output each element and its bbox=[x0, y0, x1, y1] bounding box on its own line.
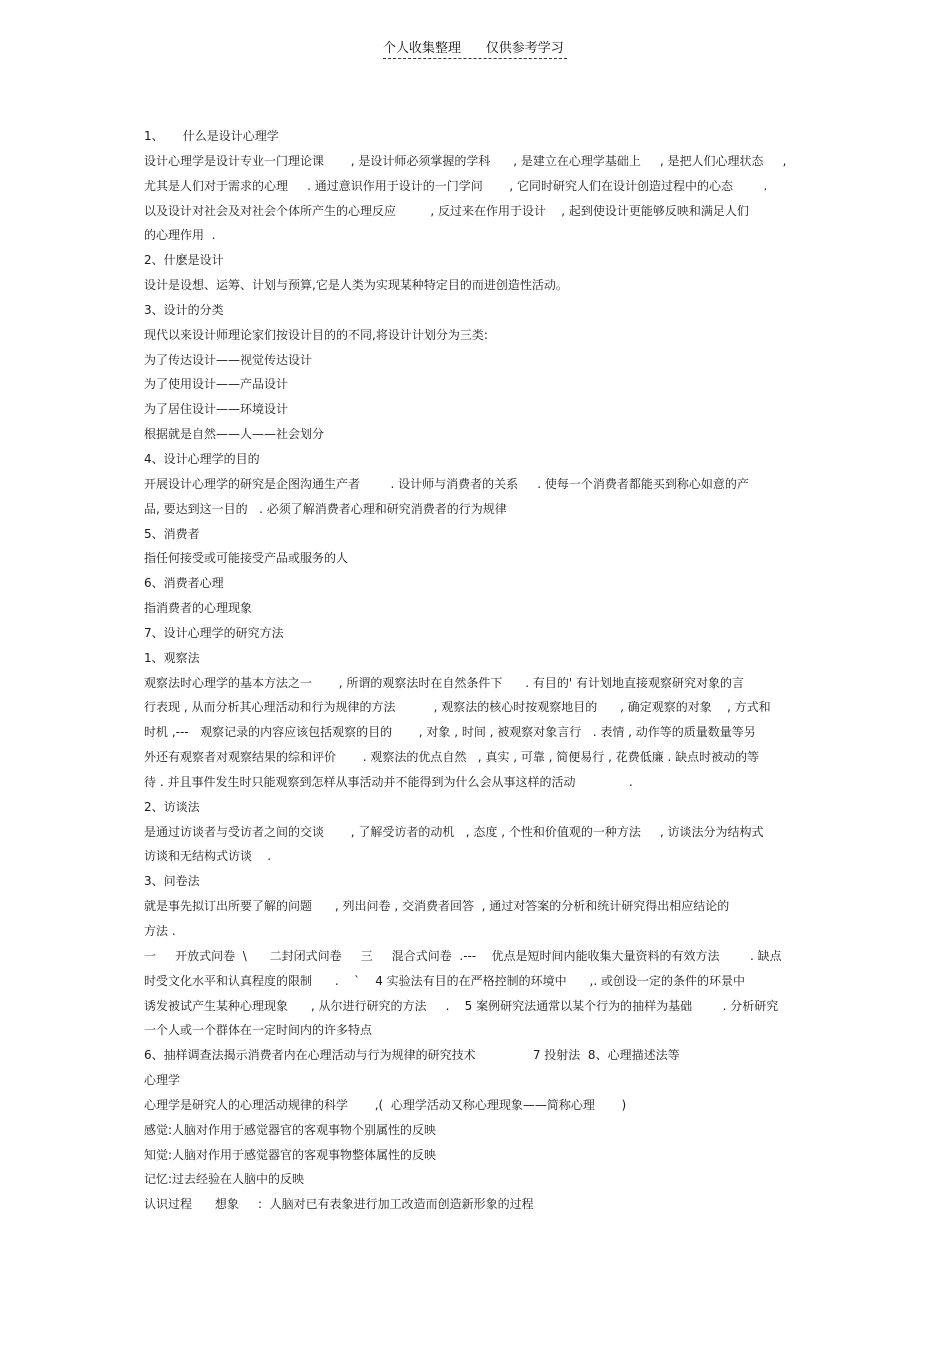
text-line: 行表现 , 从而分析其心理活动和行为规律的方法 , 观察法的核心时按观察地目的 , 确定观察的对象 , 方式和 bbox=[144, 700, 771, 715]
text-line: 知觉:人脑对作用于感觉器官的客观事物整体属性的反映 bbox=[144, 1147, 437, 1162]
text-line: 6、消费者心理 bbox=[144, 576, 224, 591]
text-line: 3、问卷法 bbox=[144, 874, 200, 889]
text-line: 方法 . bbox=[144, 924, 176, 938]
text-line: 设计是设想、运筹、计划与预算,它是人类为实现某种特定目的而进创造性活动。 bbox=[144, 278, 568, 293]
text-line: 就是事先拟订出所要了解的问题 , 列出问卷 , 交消费者回答 , 通过对答案的分析和统计研究得出相应结论的 bbox=[144, 899, 730, 914]
text-line: 心理学是研究人的心理活动规律的科学 ,( 心理学活动又称心理现象——简称心理 ) bbox=[144, 1097, 627, 1112]
page-header: 个人收集整理 仅供参考学习 bbox=[383, 41, 564, 56]
text-line: 外还有观察者对观察结果的综和评价 . 观察法的优点自然 , 真实 , 可靠 , 简便易行 , 花费低廉 . 缺点时被动的等 bbox=[144, 750, 760, 765]
text-line: 为了使用设计——产品设计 bbox=[144, 377, 289, 392]
text-line: 的心理作用 . bbox=[144, 228, 216, 243]
text-line: 一 开放式问卷 \ 二封闭式问卷 三 混合式问卷 .--- 优点是短时间内能收集大量资料的有效方法 . 缺点 bbox=[144, 948, 782, 963]
text-line: 访谈和无结构式访谈 . bbox=[144, 849, 272, 864]
text-line: 3、设计的分类 bbox=[144, 302, 224, 317]
text-line: 根据就是自然——人——社会划分 bbox=[144, 427, 325, 442]
text-line: 2、访谈法 bbox=[144, 799, 200, 814]
text-line: 记忆:过去经验在人脑中的反映 bbox=[144, 1172, 305, 1187]
text-line: 待 . 并且事件发生时只能观察到怎样从事活动并不能得到为什么会从事这样的活动 . bbox=[144, 774, 633, 789]
text-line: 认识过程 想象 : 人脑对已有表象进行加工改造而创造新形象的过程 bbox=[144, 1197, 534, 1212]
text-line: 指任何接受或可能接受产品或服务的人 bbox=[144, 551, 349, 566]
text-line: 品, 要达到这一目的 . 必须了解消费者心理和研究消费者的行为规律 bbox=[144, 501, 507, 516]
text-line: 观察法时心理学的基本方法之一 , 所谓的观察法时在自然条件下 . 有目的' 有计划地直接观察研究对象的言 bbox=[144, 675, 744, 690]
text-line: 是通过访谈者与受访者之间的交谈 , 了解受访者的动机 , 态度 , 个性和价值观的一种方法 , 访谈法分为结构式 bbox=[144, 824, 764, 839]
text-line: 为了居住设计——环境设计 bbox=[144, 402, 289, 417]
text-line: 心理学 bbox=[144, 1073, 181, 1088]
text-line: 1、 什么是设计心理学 bbox=[144, 129, 279, 143]
text-line: 5、消费者 bbox=[144, 526, 200, 541]
text-line: 以及设计对社会及对社会个体所产生的心理反应 , 反过来在作用于设计 , 起到使设计更能够反映和满足人们 bbox=[144, 203, 749, 218]
text-line: 2、什麽是设计 bbox=[144, 253, 224, 268]
text-line: 6、抽样调查法揭示消费者内在心理活动与行为规律的研究技术 7 投射法 8、心理描述法等 bbox=[144, 1048, 680, 1063]
text-line: 尤其是人们对于需求的心理 . 通过意识作用于设计的一门学问 , 它同时研究人们在设计创造过程中的心态 . bbox=[144, 178, 768, 193]
text-line: 诱发被试产生某种心理现象 , 从尔进行研究的方法 . 5 案例研究法通常以某个行为的抽样为基础 . 分析研究 bbox=[144, 998, 779, 1013]
text-line: 现代以来设计师理论家们按设计目的的不同,将设计计划分为三类: bbox=[144, 327, 488, 342]
text-line: 时受文化水平和认真程度的限制 . ` 4 实验法有目的在严格控制的环境中 ,. 或创设一定的条件的环景中 bbox=[144, 973, 745, 988]
text-line: 1、观察法 bbox=[144, 650, 200, 665]
text-line: 4、设计心理学的目的 bbox=[144, 451, 260, 466]
text-line: 指消费者的心理现象 bbox=[144, 601, 253, 616]
text-line: 开展设计心理学的研究是企图沟通生产者 . 设计师与消费者的关系 . 使每一个消费者都能买到称心如意的产 bbox=[144, 476, 749, 491]
text-line: 设计心理学是设计专业一门理论课 , 是设计师必须掌握的学科 , 是建立在心理学基础上 , 是把人们心理状态 , bbox=[144, 153, 787, 168]
text-line: 感觉:人脑对作用于感觉器官的客观事物个别属性的反映 bbox=[144, 1122, 437, 1137]
document-body bbox=[144, 124, 810, 1217]
text-line: 一个人或一个群体在一定时间内的许多特点 bbox=[144, 1023, 373, 1038]
header-underline bbox=[383, 58, 567, 59]
text-line: 时机 ,--- 观察记录的内容应该包括观察的目的 , 对象 , 时间 , 被观察对象言行 . 表情 , 动作等的质量数量等另 bbox=[144, 725, 756, 740]
text-line: 为了传达设计——视觉传达设计 bbox=[144, 352, 313, 367]
text-line: 7、设计心理学的研究方法 bbox=[144, 625, 284, 640]
